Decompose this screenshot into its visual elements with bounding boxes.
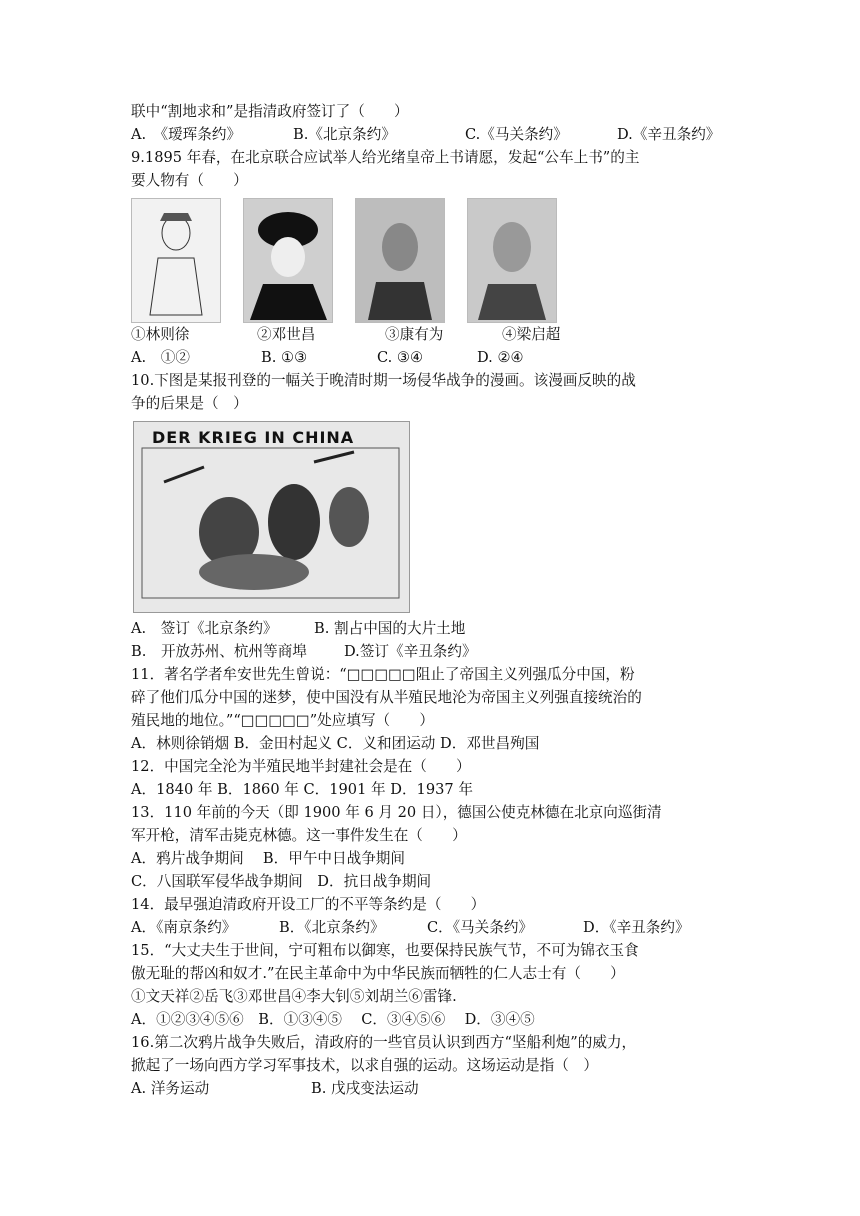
portrait-liang-qichao xyxy=(467,198,557,323)
portrait-lin-zexu xyxy=(131,198,221,323)
q10-options-row1 xyxy=(131,617,741,640)
q15-stem-line2: 傲无耻的帮凶和奴才.”在民主革命中为中华民族而牺牲的仁人志士有（ ） xyxy=(131,965,625,982)
caption-4: ④梁启超 xyxy=(502,326,561,343)
q10-option-a: A. 签订《北京条约》 xyxy=(131,620,278,637)
q10-stem-line2: 争的后果是（ ） xyxy=(131,395,248,412)
q10-stem-line1: 10.下图是某报刊登的一幅关于晚清时期一场侵华战争的漫画。该漫画反映的战 xyxy=(131,372,636,389)
war-cartoon-image xyxy=(133,421,410,613)
q8-option-d: D.《辛丑条约》 xyxy=(617,126,721,143)
q9-option-a: A. ①② xyxy=(131,349,190,366)
q11-stem-line3: 殖民地的地位。”“□□□□□”处应填写（ ） xyxy=(131,712,434,729)
q16-option-a: A. 洋务运动 xyxy=(131,1080,210,1097)
cartoon-title: DER KRIEG IN CHINA xyxy=(152,428,355,447)
q10-option-b: B. 割占中国的大片土地 xyxy=(314,620,466,637)
q9-portraits xyxy=(131,195,741,323)
q13-stem-line1: 13．110 年前的今天（即 1900 年 6 月 20 日），德国公使克林德在北京向巡街清 xyxy=(131,804,662,821)
q13-stem-line2: 军开枪，清军击毙克林德。这一事件发生在（ ） xyxy=(131,827,467,844)
q9-stem-line2: 要人物有（ ） xyxy=(131,172,248,189)
exam-page xyxy=(131,100,741,1100)
q16-stem-line2: 掀起了一场向西方学习军事技术，以求自强的运动。这场运动是指（ ） xyxy=(131,1057,599,1074)
q14-options xyxy=(131,916,741,939)
q12-stem: 12．中国完全沦为半殖民地半封建社会是在（ ） xyxy=(131,758,471,775)
q14-option-c: C．《马关条约》 xyxy=(427,919,534,936)
q11-options: A．林则徐销烟 B．金田村起义 C．义和团运动 D．邓世昌殉国 xyxy=(131,735,540,752)
q12-options: A．1840 年 B．1860 年 C．1901 年 D．1937 年 xyxy=(131,781,473,798)
q11-stem-line2: 碎了他们瓜分中国的迷梦，使中国没有从半殖民地沦为帝国主义列强直接统治的 xyxy=(131,689,642,706)
q15-stem-line3: ①文天祥②岳飞③邓世昌④李大钊⑤刘胡兰⑥雷锋. xyxy=(131,988,457,1005)
q13-options-row1: A．鸦片战争期间 B．甲午中日战争期间 xyxy=(131,850,405,867)
q8-stem: 联中“割地求和”是指清政府签订了（ ） xyxy=(131,103,409,120)
caption-2: ②邓世昌 xyxy=(257,326,316,343)
q10-options-row2 xyxy=(131,640,741,663)
q9-captions xyxy=(131,323,741,346)
q9-stem-line1: 9.1895 年春，在北京联合应试举人给光绪皇帝上书请愿，发起“公车上书”的主 xyxy=(131,149,640,166)
q13-options-row2: C．八国联军侵华战争期间 D．抗日战争期间 xyxy=(131,873,432,890)
q16-options xyxy=(131,1077,741,1100)
q10-option-c: B. 开放苏州、杭州等商埠 xyxy=(131,643,307,660)
q8-option-b: B.《北京条约》 xyxy=(293,126,396,143)
q16-stem-line1: 16.第二次鸦片战争失败后，清政府的一些官员认识到西方“坚船利炮”的威力， xyxy=(131,1034,637,1051)
q14-stem: 14．最早强迫清政府开设工厂的不平等条约是（ ） xyxy=(131,896,486,913)
q14-option-d: D．《辛丑条约》 xyxy=(583,919,690,936)
caption-3: ③康有为 xyxy=(385,326,444,343)
q8-options xyxy=(131,123,741,146)
q15-options: A．①②③④⑤⑥ B．①③④⑤ C．③④⑤⑥ D．③④⑤ xyxy=(131,1011,535,1028)
q16-option-b: B. 戊戌变法运动 xyxy=(311,1080,419,1097)
q15-stem-line1: 15．“大丈夫生于世间，宁可粗布以御寒，也要保持民族气节，不可为锦衣玉食 xyxy=(131,942,639,959)
q10-option-d: D.签订《辛丑条约》 xyxy=(344,643,477,660)
q11-stem-line1: 11．著名学者牟安世先生曾说：“□□□□□阻止了帝国主义列强瓜分中国，粉 xyxy=(131,666,635,683)
q8-option-a: A. 《瑷珲条约》 xyxy=(131,126,242,143)
q9-option-b: B. ①③ xyxy=(261,349,308,366)
q9-option-d: D. ②④ xyxy=(477,349,524,366)
q14-option-b: B．《北京条约》 xyxy=(279,919,385,936)
portrait-deng-shichang xyxy=(243,198,333,323)
caption-1: ①林则徐 xyxy=(131,326,190,343)
q14-option-a: A．《南京条约》 xyxy=(131,919,237,936)
q8-option-c: C.《马关条约》 xyxy=(465,126,568,143)
portrait-kang-youwei xyxy=(355,198,445,323)
q9-options xyxy=(131,346,741,369)
q9-option-c: C. ③④ xyxy=(377,349,424,366)
